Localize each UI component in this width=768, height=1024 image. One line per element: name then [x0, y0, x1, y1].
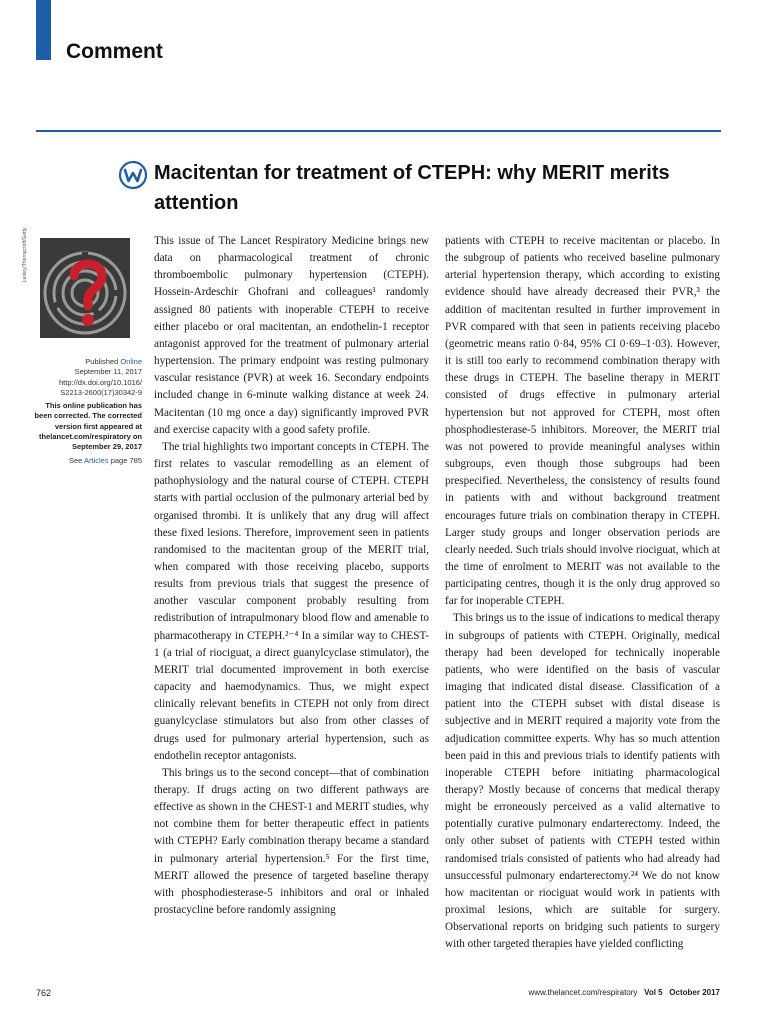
articles-link[interactable]: Articles	[84, 455, 109, 465]
paragraph: This issue of The Lancet Respiratory Medicine brings new data on pharmacological treatment of chronic thromboembolic pulmonary hypertension (CTEPH). Hossein-Ardeschir Ghofrani and colleagues¹ randomly assigned 80 patients with inoperable CTEPH to receive either placebo or oral macitentan, an endothelin-1 receptor antagonist approved for the treatment of pulmonary arterial hypertension. The primary endpoint was resting pulmonary vascular resistance (PVR) at week 16. Secondary endpoints included change in 6-minute walking distance at week 24. Macitentan (10 mg once a day) significantly improved PVR and exercise capacity with a good safety profile.	[154, 235, 429, 436]
body-column-right	[445, 233, 720, 954]
paragraph: The trial highlights two important concepts in CTEPH. The first relates to vascular remodelling as an element of pathophysiology and the natural course of CTEPH. CTEPH starts with partial occlusion of the pulmonary arterial bed by organised thrombi. It is unlikely that any drug will affect these fixed lesions. Therefore, improvement seen in patients randomised to the macitentan group of the MERIT trial, when compared with those receiving placebo, supports results from previous trials that suggest the presence of another vascular component probably resulting from redistribution of intrapulmonary blood flow and amenable to pharmacotherapy in CTEPH.²⁻⁴ In a similar way to CHEST-1 (a trial of riociguat, a direct guanylcyclase stimulator), the MERIT trial documented improvement in both exercise capacity and haemodynamics. Thus, we might expect clinically relevant benefits in CTEPH not only from direct guanylcyclase stimulators but also from other classes of drugs used for pulmonary arterial hypertension, such as endothelin receptor antagonists.	[154, 440, 429, 762]
see-articles-line: See Articles page 785	[68, 455, 142, 465]
publication-sidebar	[30, 357, 142, 469]
page-number: 762	[36, 988, 52, 998]
paragraph: This brings us to the second concept—that of combination therapy. If drugs acting on two different pathways are effective as shown in the CHEST-1 and MERIT studies, why not combine them for better therapeutic effect in patients with CTEPH? Early combination therapy became a standard in pulmonary arterial hypertension.⁵ For the first time, MERIT allowed the presence of targeted baseline therapy with phosphodiesterase-5 inhibitors and oral or inhaled prostacycline before randomly assigning	[154, 766, 429, 917]
body-column-left	[154, 233, 429, 919]
footer-site-link[interactable]: www.thelancet.com/respiratory	[528, 988, 638, 997]
correction-notice: This online publication has been corrected. The corrected version first appeared at thelancet.com/respiratory on September 29, 2017	[34, 401, 142, 452]
online-link[interactable]: Online	[120, 357, 142, 366]
section-label: Comment	[66, 40, 163, 63]
doi-link[interactable]: http://dx.doi.org/10.1016/	[59, 377, 142, 387]
pii: S2213-2600(17)30342-9	[60, 387, 142, 397]
section-accent-bar	[36, 0, 51, 60]
maze-question-mark-illustration	[40, 238, 130, 338]
published-line: Published Online September 11, 2017 http://dx.doi.org/10.1016/ S2213-2600(17)30342-9	[59, 357, 142, 397]
footer-date: October 2017	[669, 988, 720, 997]
paragraph: This brings us to the issue of indications to medical therapy in subgroups of patients with CTEPH. Originally, medical therapy had been developed for technically inoperable patients, who were identified on the basis of vascular imaging that indicated distal disease. Classification of a patient into the CTEPH subset with distal disease is subjective and in MERIT required a majority vote from the adjudication committee experts. Why has so much attention been paid in this and previous trials to identify patients with inoperable CTEPH before initiating pharmacological therapy? Mostly because of concerns that medical therapy might be erroneously perceived as a valid alternative to potentially curative pulmonary endarterectomy. Indeed, the only other subset of patients with CTEPH tested within randomised trials consisted of patients who had already had unsuccessful pulmonary endarterectomy.²⁴ We do not know how macitentan or riociguat would work in patients with proximal lesions, which are suitable for surgery. Observational reports on bridging such patients to surgery with other targeted therapies have yielded conflicting	[445, 612, 720, 951]
article-title: Macitentan for treatment of CTEPH: why MERIT merits attention	[154, 162, 670, 214]
paragraph: patients with CTEPH to receive macitentan or placebo. In the subgroup of patients who received baseline pulmonary arterial hypertension therapy, which according to existing evidence should have already decreased their PVR,³ the addition of macitentan resulted in further improvement in PVR compared with that seen in patients receiving placebo (geometric means ratio 0·84, 95% CI 0·69–1·03). However, it is still too early to recommend combination therapy with these drugs in CTEPH. The baseline therapy in MERIT consisted of drugs effective in pulmonary arterial hypertension but not approved for CTEPH, most often phosphodiesterase-5 inhibitors. Moreover, the MERIT trial was not powered to provide meaningful analyses within subgroups, even though those subgroups had been prespecified. Nevertheless, the consistency of results found in patients with and without background treatment encourages future trials on combination therapy in CTEPH. Larger study groups and longer observation periods are clearly needed. Such trials should involve riociguat, which at the time of enrolment to MERIT was not available to the participating centres, though it is the only drug approved so far for inoperable CTEPH.	[445, 235, 720, 608]
published-date: September 11, 2017	[74, 367, 142, 377]
footer-volume: Vol 5	[644, 988, 663, 997]
footer-citation	[528, 988, 720, 997]
header-rule	[36, 130, 721, 132]
w-online-first-icon	[118, 160, 148, 190]
image-credit: Lesley/Thornycroft/Getty	[22, 227, 28, 282]
